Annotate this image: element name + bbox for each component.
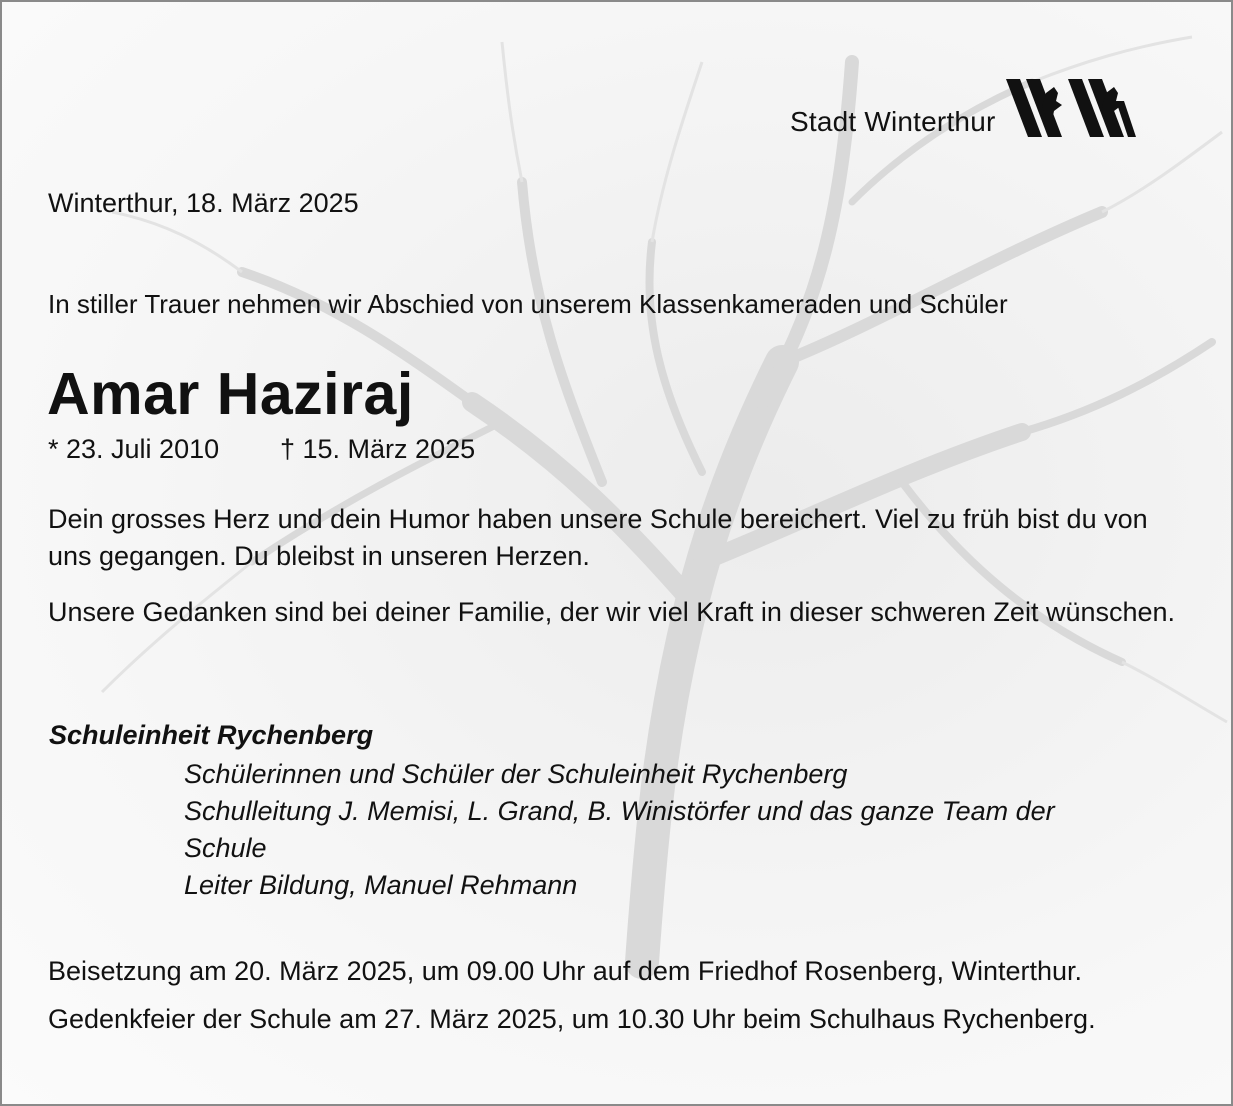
tribute-paragraph: Dein grosses Herz und dein Humor haben unsere Schule bereichert. Viel zu früh bist du von uns gegangen. Du bleibst in unseren Herzen. (48, 504, 1148, 571)
death-date: † 15. März 2025 (280, 434, 476, 464)
signatory-line: Schülerinnen und Schüler der Schuleinheit Rychenberg (184, 759, 848, 789)
organization-name: Schuleinheit Rychenberg (49, 720, 374, 750)
winterthur-coat-of-arms-icon (1006, 79, 1136, 137)
signatory-line: Leiter Bildung, Manuel Rehmann (184, 870, 578, 900)
notice-date: Winterthur, 18. März 2025 (48, 188, 359, 218)
deceased-name: Amar Haziraj (47, 361, 414, 427)
birth-date: * 23. Juli 2010 (48, 434, 220, 464)
intro-text: In stiller Trauer nehmen wir Abschied von unserem Klassenkameraden und Schüler (48, 289, 1008, 319)
memorial-info: Gedenkfeier der Schule am 27. März 2025, um 10.30 Uhr beim Schulhaus Rychenberg. (48, 1004, 1096, 1034)
burial-info: Beisetzung am 20. März 2025, um 09.00 Uhr auf dem Friedhof Rosenberg, Winterthur. (48, 956, 1083, 986)
city-name: Stadt Winterthur (790, 106, 996, 137)
condolence-paragraph: Unsere Gedanken sind bei deiner Familie, der wir viel Kraft in dieser schweren Zeit wünschen. (48, 597, 1176, 627)
signatory-line: Schulleitung J. Memisi, L. Grand, B. Winistörfer und das ganze Team der Schule (184, 796, 1055, 863)
